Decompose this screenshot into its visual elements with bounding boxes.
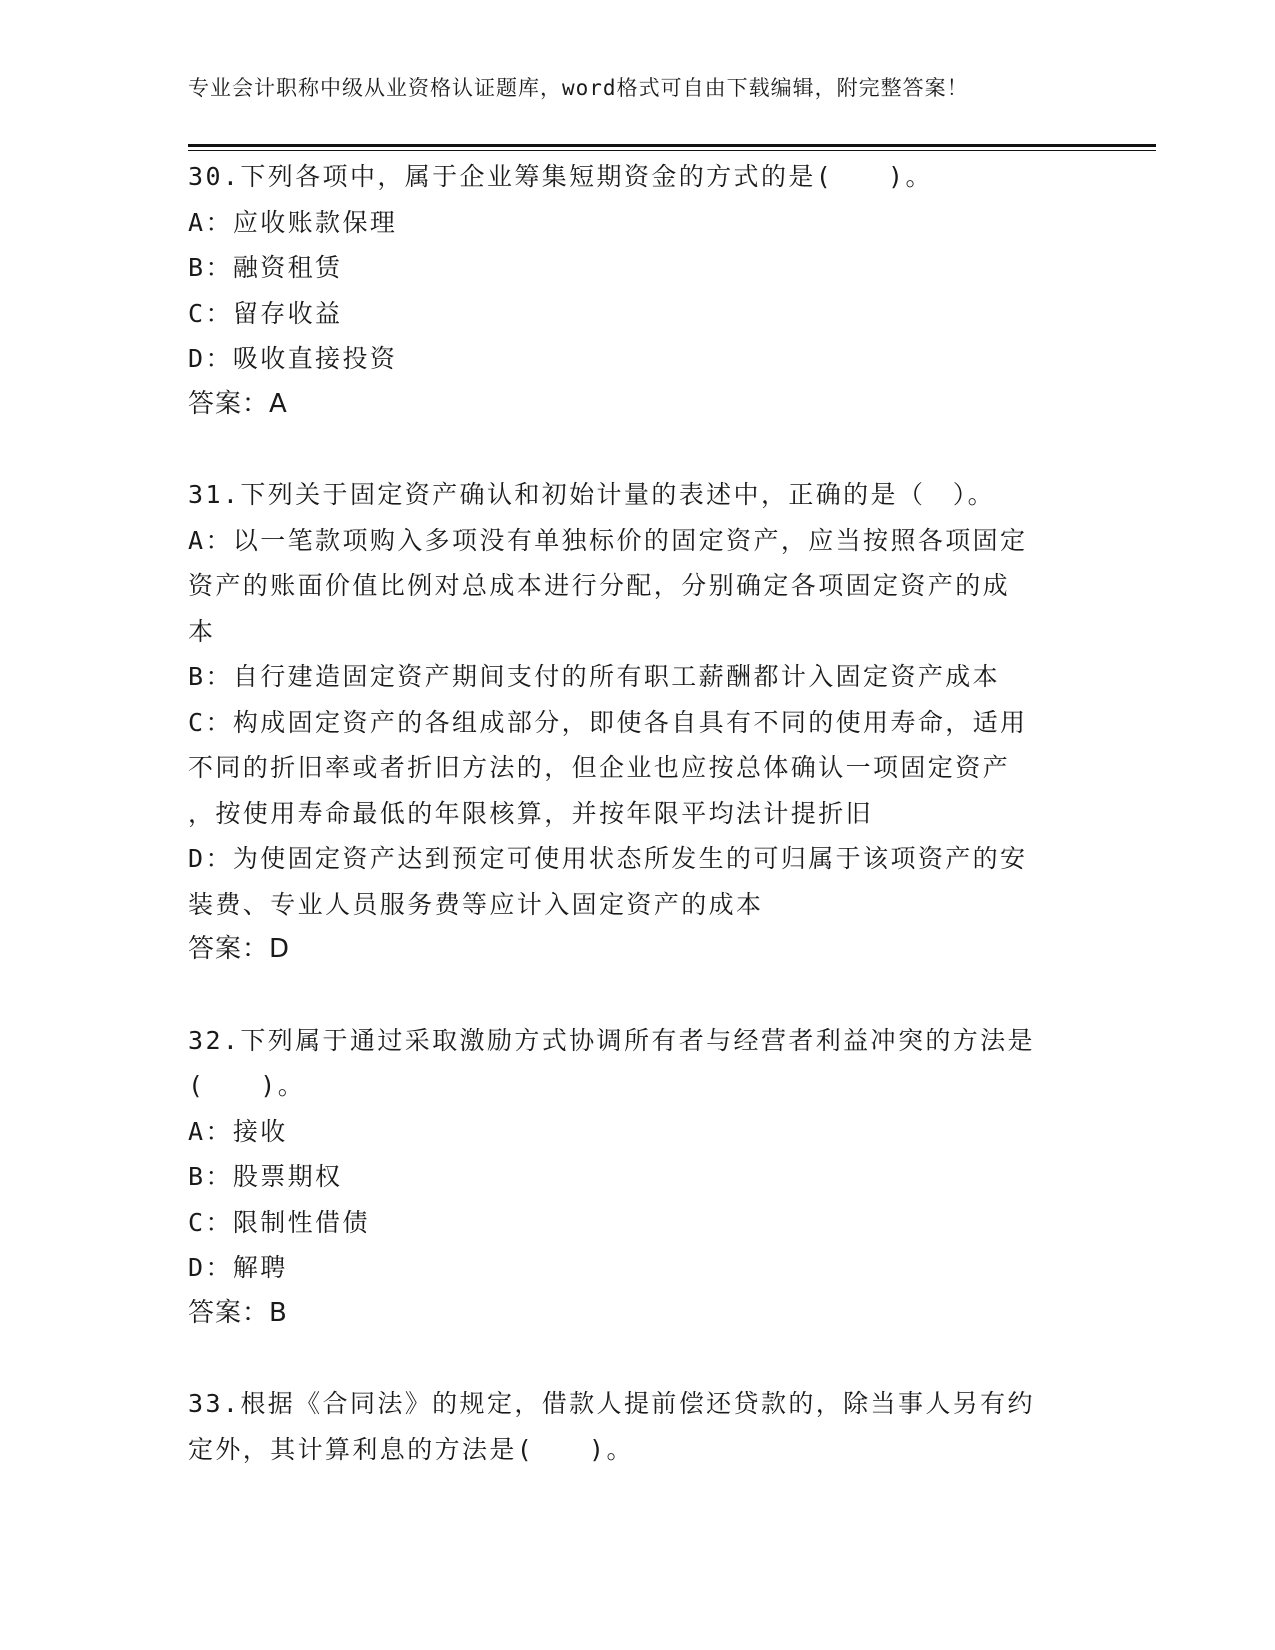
option-d: D：解聘 <box>188 1253 288 1282</box>
answer: 答案：D <box>188 934 291 964</box>
option-c-line: 不同的折旧率或者折旧方法的，但企业也应按总体确认一项固定资产 <box>188 753 1011 782</box>
header-rule-thick <box>188 144 1156 147</box>
option-a-line: 资产的账面价值比例对总成本进行分配，分别确定各项固定资产的成 <box>188 571 1011 600</box>
option-b: B：自行建造固定资产期间支付的所有职工薪酬都计入固定资产成本 <box>188 662 1001 691</box>
question-stem: 31.下列关于固定资产确认和初始计量的表述中，正确的是（ ）。 <box>188 480 996 509</box>
question-32 <box>188 1018 1088 1337</box>
answer: 答案：B <box>188 1297 288 1328</box>
question-31 <box>188 472 1088 973</box>
option-a: A：接收 <box>188 1116 288 1146</box>
question-33 <box>188 1381 1088 1472</box>
answer: 答案：A <box>188 388 288 419</box>
option-c: C：限制性借债 <box>188 1207 370 1237</box>
header-rule-thin <box>188 150 1156 151</box>
option-a-line: A：以一笔款项购入多项没有单独标价的固定资产，应当按照各项固定 <box>188 525 1028 555</box>
question-stem-line: 33.根据《合同法》的规定，借款人提前偿还贷款的，除当事人另有约 <box>188 1389 1035 1418</box>
option-c-line: ，按使用寿命最低的年限核算，并按年限平均法计提折旧 <box>188 798 874 828</box>
question-list <box>188 154 1088 1472</box>
option-d: D：吸收直接投资 <box>188 344 398 373</box>
option-c-line: C：构成固定资产的各组成部分，即使各自具有不同的使用寿命，适用 <box>188 707 1028 737</box>
question-stem-line: 定外，其计算利息的方法是( )。 <box>188 1434 634 1464</box>
option-b: B：股票期权 <box>188 1162 343 1191</box>
question-stem: 30.下列各项中，属于企业筹集短期资金的方式的是( )。 <box>188 162 933 191</box>
question-30 <box>188 154 1088 427</box>
option-b: B：融资租赁 <box>188 253 343 282</box>
page-header: 专业会计职称中级从业资格认证题库，word格式可自由下载编辑，附完整答案！ <box>188 76 969 100</box>
option-d <box>188 836 1088 927</box>
question-stem-line: ( )。 <box>188 1071 306 1100</box>
option-d-line: D：为使固定资产达到预定可使用状态所发生的可归属于该项资产的安 <box>188 844 1028 873</box>
option-d-line: 装费、专业人员服务费等应计入固定资产的成本 <box>188 889 764 919</box>
question-stem-line: 32.下列属于通过采取激励方式协调所有者与经营者利益冲突的方法是 <box>188 1025 1035 1055</box>
option-a: A：应收账款保理 <box>188 207 398 237</box>
option-c <box>188 700 1088 837</box>
option-a-line: 本 <box>188 616 216 646</box>
option-c: C：留存收益 <box>188 298 343 328</box>
option-a <box>188 518 1088 655</box>
